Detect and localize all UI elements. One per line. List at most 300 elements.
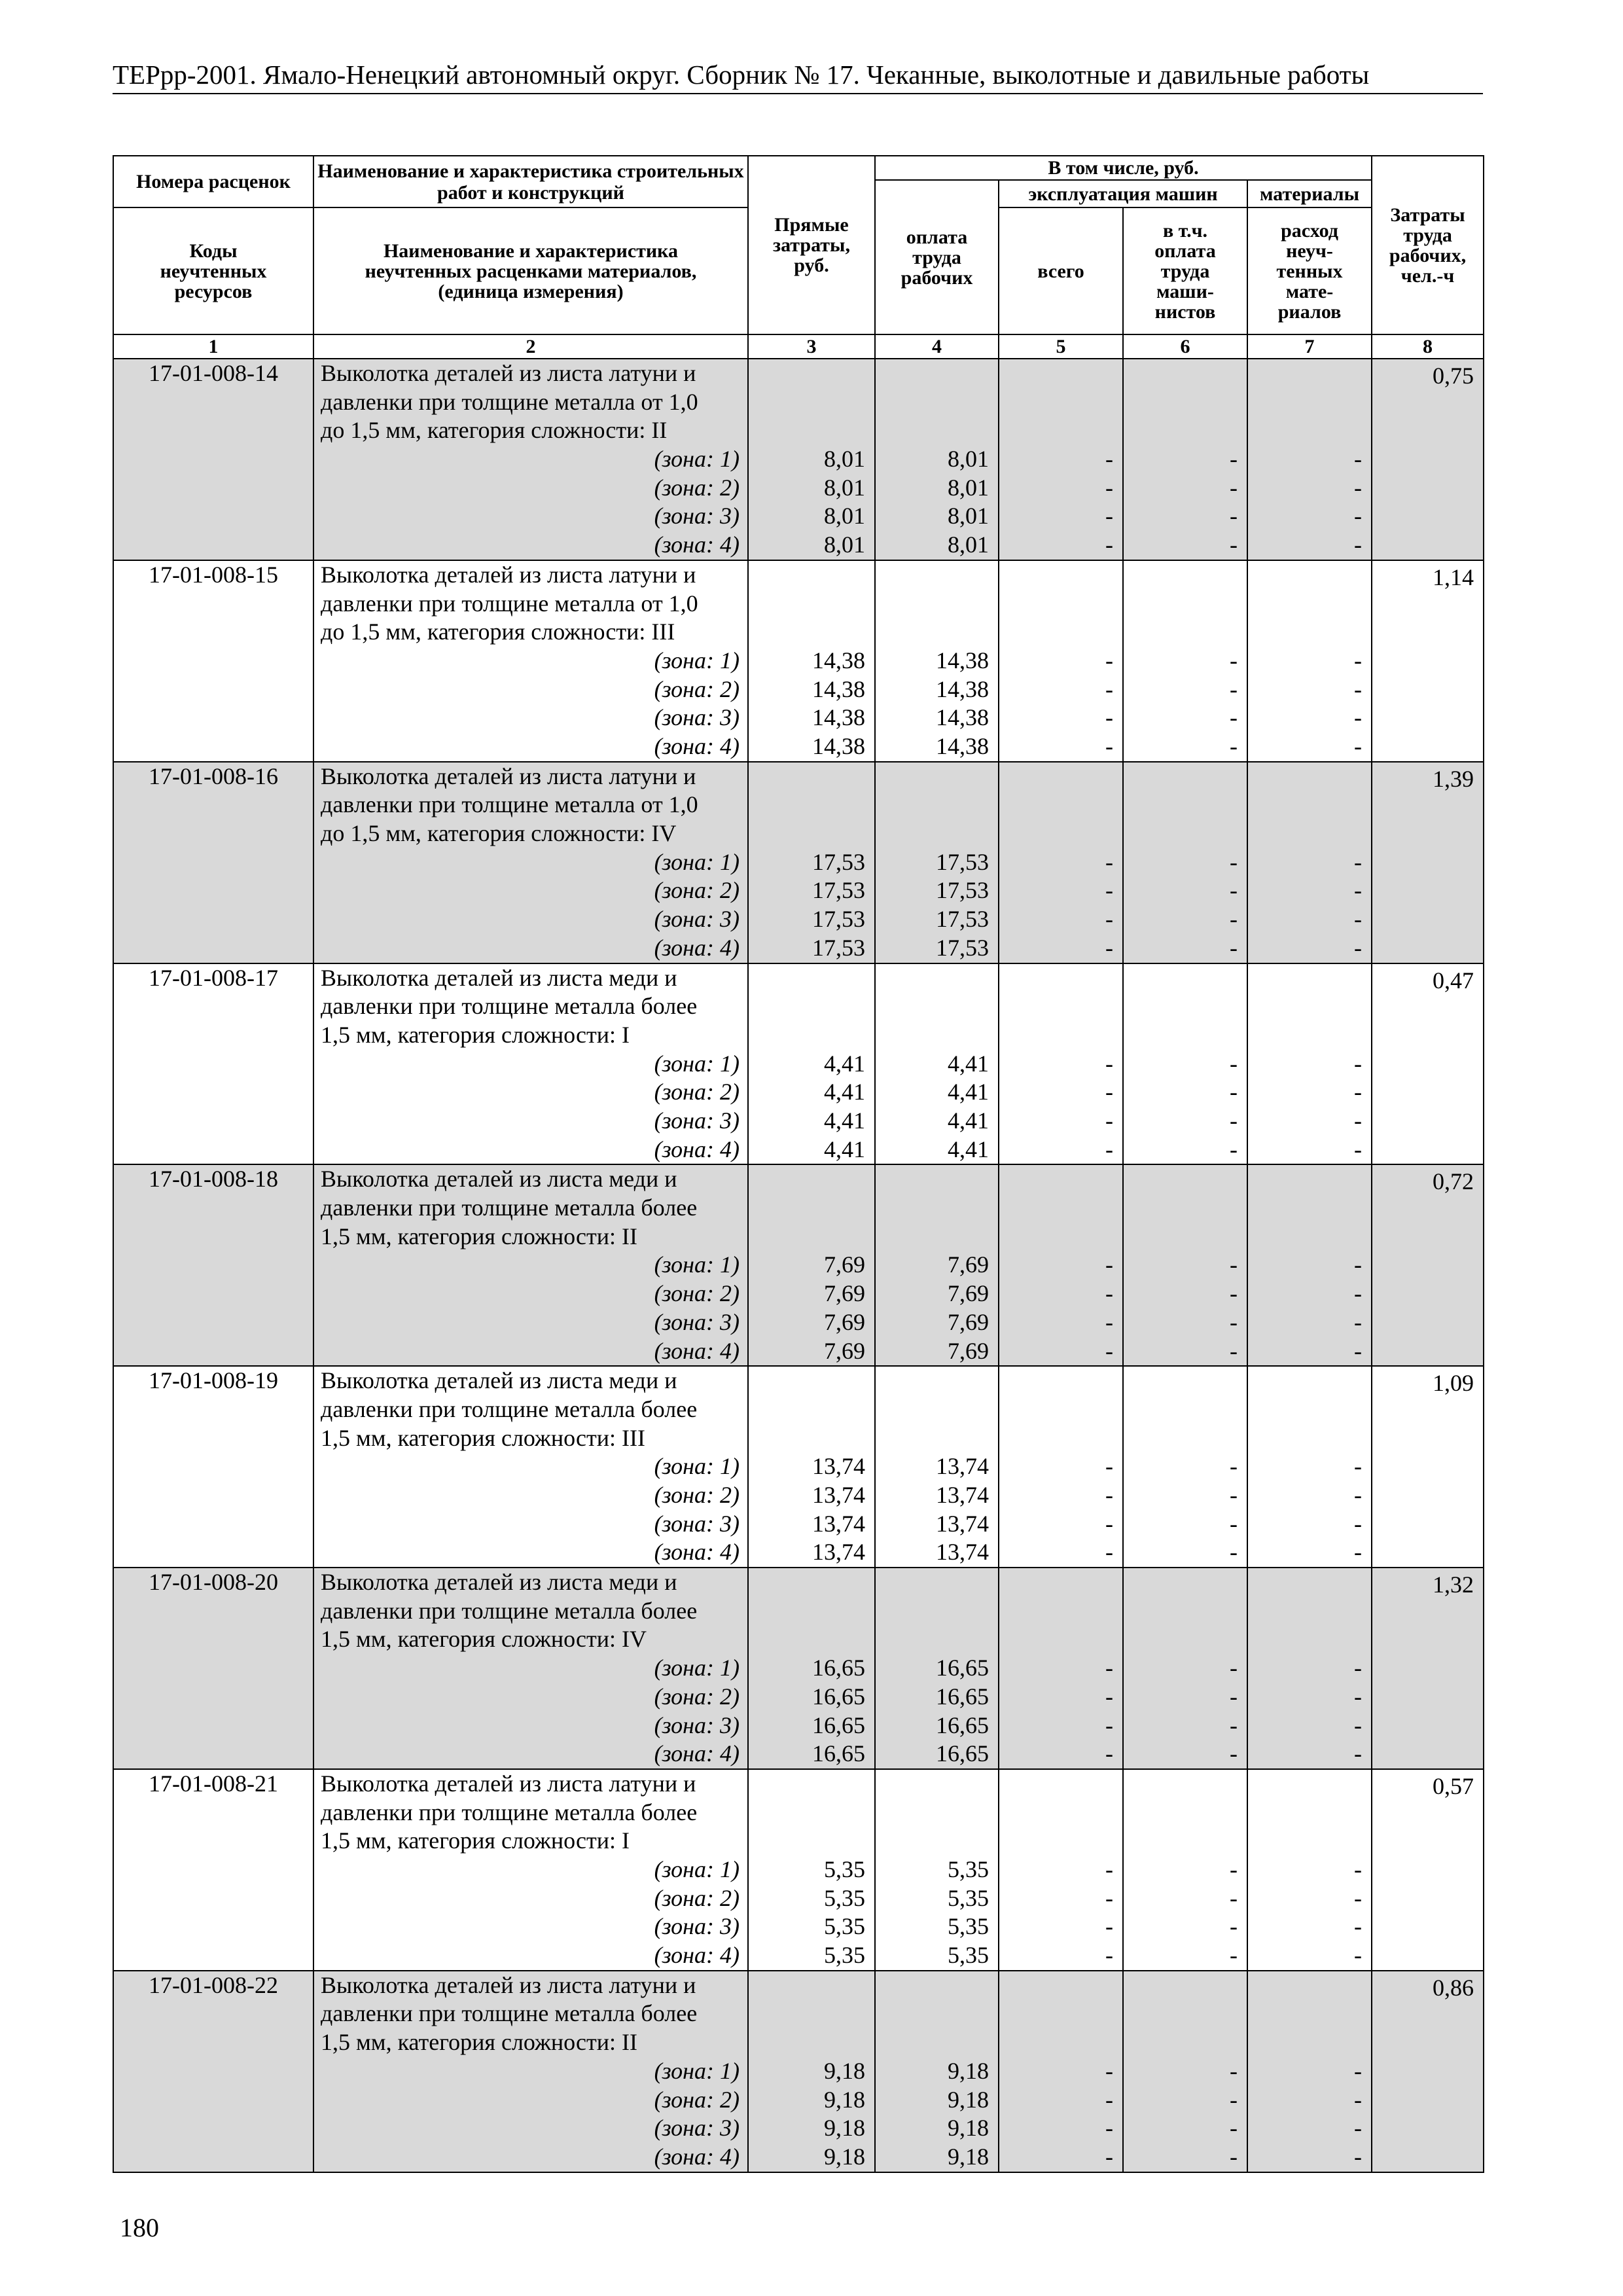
materials-value: - bbox=[1354, 1510, 1363, 1537]
materials-value: - bbox=[1354, 647, 1363, 673]
zone-label: (зона: 2) bbox=[654, 1079, 740, 1105]
machinist-value: - bbox=[1230, 531, 1238, 558]
header-unaccounted-materials bbox=[1247, 207, 1372, 334]
machinist-pay-line: труда bbox=[1160, 260, 1210, 282]
header-labor-costs bbox=[1372, 156, 1484, 334]
row-spacer bbox=[749, 1367, 865, 1452]
description-line: 1,5 мм, категория сложности: III bbox=[321, 1424, 645, 1451]
pay-value: 14,38 bbox=[936, 647, 989, 673]
row-spacer bbox=[876, 1367, 989, 1452]
zone-label: (зона: 2) bbox=[654, 1884, 740, 1911]
pay-cell bbox=[875, 359, 999, 560]
row-spacer bbox=[876, 964, 989, 1050]
direct-value: 16,65 bbox=[812, 1740, 865, 1767]
work-description-cell bbox=[313, 963, 748, 1165]
machinist-value: - bbox=[1230, 1308, 1238, 1335]
direct-value: 14,38 bbox=[812, 733, 865, 759]
machinist-pay-line: в т.ч. bbox=[1162, 219, 1208, 242]
row-spacer bbox=[876, 359, 989, 445]
zone-label: (зона: 1) bbox=[654, 1856, 740, 1882]
material-name-line: Наименование и характеристика bbox=[383, 240, 679, 262]
materials-value: - bbox=[1354, 1079, 1363, 1105]
machinist-cell bbox=[1123, 762, 1247, 963]
direct-value: 16,65 bbox=[812, 1712, 865, 1738]
zone-label: (зона: 2) bbox=[654, 1481, 740, 1508]
machinist-cell bbox=[1123, 1769, 1247, 1971]
row-spacer bbox=[876, 1770, 989, 1856]
pay-cell bbox=[875, 1366, 999, 1568]
direct-costs-line: затраты, bbox=[773, 234, 850, 256]
zone-label: (зона: 1) bbox=[654, 647, 740, 673]
direct-value: 14,38 bbox=[812, 704, 865, 731]
materials-value: - bbox=[1354, 1107, 1363, 1134]
column-number: 4 bbox=[875, 334, 999, 359]
machines-value: - bbox=[1105, 2143, 1113, 2170]
header-materials: материалы bbox=[1247, 180, 1372, 207]
description-line: 1,5 мм, категория сложности: I bbox=[321, 1021, 630, 1048]
rate-code-cell bbox=[113, 762, 313, 963]
machinist-value: - bbox=[1230, 1913, 1238, 1940]
machinist-value: - bbox=[1230, 2143, 1238, 2170]
row-spacer bbox=[999, 1568, 1113, 1654]
pay-cell bbox=[875, 560, 999, 762]
machinist-pay-line: нистов bbox=[1154, 300, 1216, 323]
rate-code: 17-01-008-20 bbox=[149, 1569, 278, 1596]
direct-value: 7,69 bbox=[824, 1337, 865, 1364]
rate-code-cell bbox=[113, 1366, 313, 1568]
machines-value: - bbox=[1105, 1884, 1113, 1911]
machinist-value: - bbox=[1230, 1107, 1238, 1134]
machines-value: - bbox=[1105, 503, 1113, 529]
machines-cell bbox=[999, 963, 1123, 1165]
machinist-value: - bbox=[1230, 1942, 1238, 1969]
machines-value: - bbox=[1105, 1510, 1113, 1537]
direct-value: 13,74 bbox=[812, 1482, 865, 1508]
labor-line: труда bbox=[1403, 224, 1452, 246]
machines-value: - bbox=[1105, 1482, 1113, 1508]
description-line: до 1,5 мм, категория сложности: IV bbox=[321, 820, 677, 847]
materials-cell bbox=[1247, 963, 1372, 1165]
rate-code: 17-01-008-21 bbox=[149, 1770, 278, 1797]
direct-cell bbox=[748, 1164, 875, 1366]
materials-value: - bbox=[1354, 1308, 1363, 1335]
direct-cell bbox=[748, 1971, 875, 2172]
pay-value: 7,69 bbox=[948, 1337, 989, 1364]
pay-value: 9,18 bbox=[948, 2086, 989, 2113]
row-spacer bbox=[999, 359, 1113, 445]
machinist-pay-line: оплата bbox=[1154, 240, 1216, 262]
machinist-value: - bbox=[1230, 1251, 1238, 1278]
pay-value: 8,01 bbox=[948, 446, 989, 473]
direct-value: 4,41 bbox=[824, 1107, 865, 1134]
machinist-value: - bbox=[1230, 503, 1238, 529]
pay-value: 17,53 bbox=[936, 877, 989, 904]
machinist-cell bbox=[1123, 963, 1247, 1165]
rate-code-cell bbox=[113, 1164, 313, 1366]
work-description-cell bbox=[313, 359, 748, 560]
description-line: давленки при толщине металла от 1,0 bbox=[321, 388, 698, 415]
description-line: давленки при толщине металла более bbox=[321, 1194, 698, 1221]
pay-value: 4,41 bbox=[948, 1079, 989, 1105]
materials-value: - bbox=[1354, 1251, 1363, 1278]
direct-value: 7,69 bbox=[824, 1280, 865, 1307]
row-spacer bbox=[749, 561, 865, 647]
description-line: давленки при толщине металла от 1,0 bbox=[321, 791, 698, 818]
zone-label: (зона: 1) bbox=[654, 2057, 740, 2084]
machinist-value: - bbox=[1230, 848, 1238, 875]
materials-value: - bbox=[1354, 877, 1363, 904]
machines-value: - bbox=[1105, 1655, 1113, 1681]
pay-value: 4,41 bbox=[948, 1050, 989, 1077]
materials-value: - bbox=[1354, 531, 1363, 558]
row-spacer bbox=[1124, 964, 1238, 1050]
row-spacer bbox=[749, 1165, 865, 1251]
direct-value: 16,65 bbox=[812, 1683, 865, 1710]
header-machines-total: всего bbox=[999, 207, 1123, 334]
zone-label: (зона: 3) bbox=[654, 1308, 740, 1335]
pay-value: 4,41 bbox=[948, 1136, 989, 1162]
rate-code: 17-01-008-16 bbox=[149, 762, 278, 789]
row-spacer bbox=[876, 762, 989, 848]
materials-value: - bbox=[1354, 1712, 1363, 1738]
machinist-value: - bbox=[1230, 733, 1238, 759]
zone-label: (зона: 1) bbox=[654, 1453, 740, 1480]
pay-value: 16,65 bbox=[936, 1740, 989, 1767]
machinist-value: - bbox=[1230, 1079, 1238, 1105]
machinist-value: - bbox=[1230, 1050, 1238, 1077]
materials-value: - bbox=[1354, 1453, 1363, 1480]
materials-cell bbox=[1247, 1769, 1372, 1971]
row-spacer bbox=[999, 964, 1113, 1050]
materials-value: - bbox=[1354, 2086, 1363, 2113]
direct-cell bbox=[748, 1568, 875, 1769]
direct-value: 14,38 bbox=[812, 647, 865, 673]
row-spacer bbox=[999, 1367, 1113, 1452]
labor-cell bbox=[1372, 1971, 1484, 2172]
machines-value: - bbox=[1105, 1337, 1113, 1364]
table-row bbox=[113, 762, 1484, 963]
materials-value: - bbox=[1354, 675, 1363, 702]
rate-code-cell bbox=[113, 1769, 313, 1971]
column-number: 8 bbox=[1372, 334, 1484, 359]
rate-code-cell bbox=[113, 359, 313, 560]
pay-value: 7,69 bbox=[948, 1308, 989, 1335]
pay-value: 17,53 bbox=[936, 848, 989, 875]
pay-value: 4,41 bbox=[948, 1107, 989, 1134]
machinist-value: - bbox=[1230, 1740, 1238, 1767]
worker-pay-line: труда bbox=[912, 246, 961, 268]
header-resource-codes bbox=[113, 207, 313, 334]
materials-value: - bbox=[1354, 848, 1363, 875]
labor-line: чел.-ч bbox=[1400, 264, 1455, 287]
pay-cell bbox=[875, 1164, 999, 1366]
pay-value: 5,35 bbox=[948, 1913, 989, 1940]
description-line: до 1,5 мм, категория сложности: III bbox=[321, 619, 675, 645]
materials-value: - bbox=[1354, 1337, 1363, 1364]
description-line: 1,5 мм, категория сложности: I bbox=[321, 1827, 630, 1854]
pay-cell bbox=[875, 963, 999, 1165]
machinist-value: - bbox=[1230, 877, 1238, 904]
row-spacer bbox=[876, 1165, 989, 1251]
work-description-cell bbox=[313, 560, 748, 762]
zone-label: (зона: 2) bbox=[654, 877, 740, 904]
pay-value: 13,74 bbox=[936, 1453, 989, 1480]
zone-label: (зона: 2) bbox=[654, 675, 740, 702]
direct-value: 9,18 bbox=[824, 2086, 865, 2113]
direct-value: 5,35 bbox=[824, 1856, 865, 1882]
direct-value: 9,18 bbox=[824, 2115, 865, 2142]
machines-value: - bbox=[1105, 877, 1113, 904]
machines-value: - bbox=[1105, 934, 1113, 961]
machines-cell bbox=[999, 1568, 1123, 1769]
resource-codes-line: неучтенных bbox=[160, 260, 267, 282]
direct-value: 7,69 bbox=[824, 1251, 865, 1278]
header-including: В том числе, руб. bbox=[875, 156, 1372, 180]
machinist-value: - bbox=[1230, 1510, 1238, 1537]
direct-cell bbox=[748, 1769, 875, 1971]
description-line: Выколотка деталей из листа латуни и bbox=[321, 762, 696, 789]
description-line: давленки при толщине металла более bbox=[321, 2000, 698, 2027]
header-work-name: Наименование и характеристика строительных работ и конструкций bbox=[313, 156, 748, 207]
pay-value: 14,38 bbox=[936, 733, 989, 759]
pay-value: 13,74 bbox=[936, 1539, 989, 1566]
row-spacer bbox=[749, 964, 865, 1050]
description-line: Выколотка деталей из листа латуни и bbox=[321, 1971, 696, 1998]
material-name-line: (единица измерения) bbox=[438, 280, 624, 302]
machines-value: - bbox=[1105, 906, 1113, 933]
labor-cell bbox=[1372, 560, 1484, 762]
row-spacer bbox=[876, 1971, 989, 2057]
direct-value: 9,18 bbox=[824, 2143, 865, 2170]
machinist-value: - bbox=[1230, 474, 1238, 501]
materials-value: - bbox=[1354, 1050, 1363, 1077]
materials-value: - bbox=[1354, 1740, 1363, 1767]
pay-value: 9,18 bbox=[948, 2057, 989, 2084]
materials-value: - bbox=[1354, 2115, 1363, 2142]
row-spacer bbox=[749, 1971, 865, 2057]
row-spacer bbox=[1124, 561, 1238, 647]
labor-value: 0,86 bbox=[1433, 1974, 1474, 2001]
table-body bbox=[113, 359, 1484, 2172]
zone-label: (зона: 3) bbox=[654, 2115, 740, 2142]
machines-cell bbox=[999, 1971, 1123, 2172]
zone-label: (зона: 1) bbox=[654, 1251, 740, 1278]
rate-code-cell bbox=[113, 963, 313, 1165]
row-spacer bbox=[1248, 762, 1362, 848]
pay-cell bbox=[875, 1769, 999, 1971]
materials-cell bbox=[1247, 359, 1372, 560]
direct-value: 13,74 bbox=[812, 1539, 865, 1566]
direct-value: 5,35 bbox=[824, 1913, 865, 1940]
row-spacer bbox=[999, 1971, 1113, 2057]
table-row bbox=[113, 1769, 1484, 1971]
machinist-value: - bbox=[1230, 2115, 1238, 2142]
machinist-value: - bbox=[1230, 704, 1238, 731]
row-spacer bbox=[749, 1770, 865, 1856]
labor-value: 1,14 bbox=[1433, 564, 1474, 590]
materials-value: - bbox=[1354, 934, 1363, 961]
materials-cell bbox=[1247, 560, 1372, 762]
row-spacer bbox=[1248, 1568, 1362, 1654]
materials-value: - bbox=[1354, 1280, 1363, 1307]
direct-value: 9,18 bbox=[824, 2057, 865, 2084]
table-row bbox=[113, 359, 1484, 560]
direct-value: 8,01 bbox=[824, 446, 865, 473]
machinist-value: - bbox=[1230, 1280, 1238, 1307]
materials-cell bbox=[1247, 1568, 1372, 1769]
machinist-value: - bbox=[1230, 1453, 1238, 1480]
machines-value: - bbox=[1105, 531, 1113, 558]
machinist-value: - bbox=[1230, 647, 1238, 673]
machines-cell bbox=[999, 1164, 1123, 1366]
row-spacer bbox=[999, 561, 1113, 647]
direct-value: 17,53 bbox=[812, 848, 865, 875]
pay-value: 5,35 bbox=[948, 1856, 989, 1882]
machines-value: - bbox=[1105, 1712, 1113, 1738]
table-row bbox=[113, 1164, 1484, 1366]
machinist-value: - bbox=[1230, 906, 1238, 933]
zone-label: (зона: 4) bbox=[654, 1136, 740, 1162]
direct-cell bbox=[748, 359, 875, 560]
materials-value: - bbox=[1354, 1942, 1363, 1969]
labor-cell bbox=[1372, 762, 1484, 963]
labor-cell bbox=[1372, 1769, 1484, 1971]
machinist-value: - bbox=[1230, 675, 1238, 702]
labor-value: 0,72 bbox=[1433, 1168, 1474, 1195]
work-description-cell bbox=[313, 1769, 748, 1971]
description-line: 1,5 мм, категория сложности: II bbox=[321, 1223, 637, 1249]
materials-value: - bbox=[1354, 1539, 1363, 1566]
machines-value: - bbox=[1105, 1453, 1113, 1480]
unaccounted-line: неуч- bbox=[1286, 240, 1333, 262]
rate-code: 17-01-008-18 bbox=[149, 1166, 278, 1193]
row-spacer bbox=[999, 1770, 1113, 1856]
column-number: 6 bbox=[1123, 334, 1247, 359]
machinist-cell bbox=[1123, 1971, 1247, 2172]
materials-value: - bbox=[1354, 733, 1363, 759]
direct-value: 8,01 bbox=[824, 531, 865, 558]
direct-cell bbox=[748, 762, 875, 963]
work-description-cell bbox=[313, 1366, 748, 1568]
machines-cell bbox=[999, 359, 1123, 560]
machinist-value: - bbox=[1230, 1655, 1238, 1681]
materials-cell bbox=[1247, 1164, 1372, 1366]
header-rate-numbers: Номера расценок bbox=[113, 156, 313, 207]
machines-value: - bbox=[1105, 2086, 1113, 2113]
machines-value: - bbox=[1105, 733, 1113, 759]
row-spacer bbox=[1124, 1367, 1238, 1452]
rate-code-cell bbox=[113, 560, 313, 762]
machines-value: - bbox=[1105, 848, 1113, 875]
zone-label: (зона: 4) bbox=[654, 1337, 740, 1364]
machines-value: - bbox=[1105, 1280, 1113, 1307]
rate-code-cell bbox=[113, 1568, 313, 1769]
machines-value: - bbox=[1105, 1683, 1113, 1710]
materials-cell bbox=[1247, 762, 1372, 963]
row-spacer bbox=[1248, 1367, 1362, 1452]
work-description-cell bbox=[313, 1568, 748, 1769]
description-line: до 1,5 мм, категория сложности: II bbox=[321, 417, 668, 444]
pay-cell bbox=[875, 762, 999, 963]
materials-value: - bbox=[1354, 1683, 1363, 1710]
labor-value: 0,75 bbox=[1433, 363, 1474, 389]
materials-value: - bbox=[1354, 1482, 1363, 1508]
direct-value: 13,74 bbox=[812, 1510, 865, 1537]
pay-value: 17,53 bbox=[936, 934, 989, 961]
materials-cell bbox=[1247, 1971, 1372, 2172]
description-line: Выколотка деталей из листа меди и bbox=[321, 1569, 677, 1596]
materials-value: - bbox=[1354, 1136, 1363, 1162]
row-spacer bbox=[1248, 1165, 1362, 1251]
machines-value: - bbox=[1105, 647, 1113, 673]
header-worker-pay bbox=[875, 180, 999, 334]
machinist-pay-line: маши- bbox=[1156, 280, 1214, 302]
work-description-cell bbox=[313, 1971, 748, 2172]
row-spacer bbox=[749, 762, 865, 848]
pay-value: 9,18 bbox=[948, 2143, 989, 2170]
direct-cell bbox=[748, 1366, 875, 1568]
pay-value: 7,69 bbox=[948, 1280, 989, 1307]
direct-costs-line: руб. bbox=[794, 255, 829, 276]
direct-cell bbox=[748, 963, 875, 1165]
description-line: 1,5 мм, категория сложности: IV bbox=[321, 1626, 647, 1653]
machines-value: - bbox=[1105, 675, 1113, 702]
machinist-value: - bbox=[1230, 2057, 1238, 2084]
machines-value: - bbox=[1105, 474, 1113, 501]
column-number: 7 bbox=[1247, 334, 1372, 359]
description-line: Выколотка деталей из листа латуни и bbox=[321, 1770, 696, 1797]
table-row bbox=[113, 1971, 1484, 2172]
machinist-value: - bbox=[1230, 934, 1238, 961]
labor-cell bbox=[1372, 1568, 1484, 1769]
zone-label: (зона: 4) bbox=[654, 732, 740, 759]
machinist-cell bbox=[1123, 1164, 1247, 1366]
zone-label: (зона: 4) bbox=[654, 531, 740, 558]
machinist-value: - bbox=[1230, 1539, 1238, 1566]
direct-value: 4,41 bbox=[824, 1136, 865, 1162]
zone-label: (зона: 2) bbox=[654, 1683, 740, 1710]
row-spacer bbox=[1248, 359, 1362, 445]
description-line: давленки при толщине металла более bbox=[321, 993, 698, 1020]
machines-value: - bbox=[1105, 1079, 1113, 1105]
pay-value: 5,35 bbox=[948, 1884, 989, 1911]
machines-value: - bbox=[1105, 704, 1113, 731]
row-spacer bbox=[1248, 964, 1362, 1050]
rate-code: 17-01-008-15 bbox=[149, 561, 278, 588]
description-line: давленки при толщине металла от 1,0 bbox=[321, 590, 698, 617]
rate-code: 17-01-008-22 bbox=[149, 1971, 278, 1998]
pay-value: 9,18 bbox=[948, 2115, 989, 2142]
worker-pay-line: оплата bbox=[906, 226, 968, 248]
zone-label: (зона: 1) bbox=[654, 1655, 740, 1681]
direct-costs-line: Прямые bbox=[774, 214, 849, 236]
zone-label: (зона: 1) bbox=[654, 848, 740, 875]
table-row bbox=[113, 1568, 1484, 1769]
machines-value: - bbox=[1105, 1740, 1113, 1767]
zone-label: (зона: 2) bbox=[654, 474, 740, 501]
machinist-cell bbox=[1123, 560, 1247, 762]
rate-code: 17-01-008-17 bbox=[149, 964, 278, 991]
pay-value: 7,69 bbox=[948, 1251, 989, 1278]
materials-value: - bbox=[1354, 474, 1363, 501]
machinist-value: - bbox=[1230, 1884, 1238, 1911]
zone-label: (зона: 4) bbox=[654, 1740, 740, 1767]
description-line: Выколотка деталей из листа латуни и bbox=[321, 360, 696, 386]
pay-cell bbox=[875, 1568, 999, 1769]
zone-label: (зона: 1) bbox=[654, 1050, 740, 1077]
unaccounted-line: расход bbox=[1281, 219, 1338, 242]
machines-cell bbox=[999, 560, 1123, 762]
